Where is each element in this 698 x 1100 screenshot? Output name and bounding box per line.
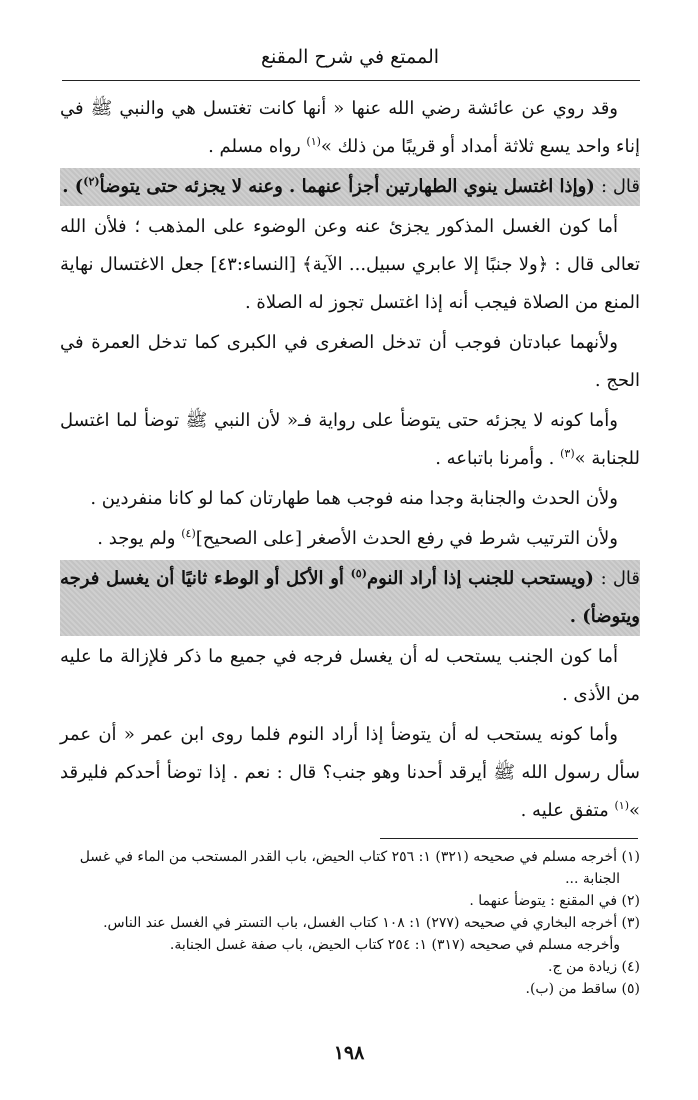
paragraph-hadath: ولأن الحدث والجنابة وجدا منه فوجب هما طهارتان كما لو كانا منفردين . xyxy=(90,488,618,509)
footnote-ref: (٤) xyxy=(181,527,196,540)
highlighted-matn-1: قال : (وإذا اغتسل ينوي الطهارتين أجزأ عنهما . وعنه لا يجزئه حتى يتوضأ$^{(٢)}$) . xyxy=(60,168,640,206)
paragraph-ibn-umar: وأما كونه يستحب له أن يتوضأ إذا أراد النوم فلما روى ابن عمر « أن عمر سأل رسول الله ﷺ أيرقد أحدنا وهو جنب؟ قال : نعم . إذا توضأ أحدكم فليرقد »$^{(١)}$ متفق عليه . xyxy=(60,724,640,821)
footnote-ref: (٢) xyxy=(83,175,100,188)
paragraph-tartib: ولأن الترتيب شرط في رفع الحدث الأصغر [على الصحيح]$^{(٤)}$ ولم يوجد . xyxy=(97,527,618,549)
footnote-5: (٥) ساقط من (ب). xyxy=(525,981,640,997)
footnote-ref: (١) xyxy=(614,799,629,812)
paragraph-two-worships: ولأنهما عبادتان فوجب أن تدخل الصغرى في الكبرى كما تدخل العمرة في الحج . xyxy=(60,332,640,391)
footnote-4: (٤) زيادة من ج. xyxy=(548,959,640,975)
footnote-ref: (٣) xyxy=(560,447,575,460)
footnote-2: (٢) في المقنع : يتوضأ عنهما . xyxy=(469,893,640,909)
highlighted-matn-2: قال : (ويستحب للجنب إذا أراد النوم$^{(٥)}$ أو الأكل أو الوطء ثانيًا أن يغسل فرجه ويتوضأ) . xyxy=(60,560,640,636)
footnote-3-cont: وأخرجه مسلم في صحيحه (٣١٧) ١: ٢٥٤ كتاب الحيض، باب صفة غسل الجنابة. xyxy=(169,937,620,953)
page-number: ١٩٨ xyxy=(333,1042,365,1064)
footnotes xyxy=(60,846,640,1000)
main-text xyxy=(60,90,640,832)
paragraph-riwaya: وأما كونه لا يجزئه حتى يتوضأ على رواية فـ« لأن النبي ﷺ توضأ لما اغتسل للجنابة »$^{(٣)}$ . وأمرنا باتباعه . xyxy=(60,410,640,469)
footnote-3: (٣) أخرجه البخاري في صحيحه (٢٧٧) ١: ١٠٨ كتاب الغسل، باب التستر في الغسل عند الناس. xyxy=(103,915,640,931)
footnote-ref: (٥) xyxy=(350,567,367,580)
paragraph-junub-wash: أما كون الجنب يستحب له أن يغسل فرجه في جميع ما ذكر فلإزالة ما عليه من الأذى . xyxy=(60,646,640,705)
footnote-1-cont: الجنابة ... xyxy=(565,871,620,887)
footnote-ref: (١) xyxy=(306,135,321,148)
paragraph-madhab: أما كون الغسل المذكور يجزئ عنه وعن الوضوء على المذهب ؛ فلأن الله تعالى قال : ﴿ولا جنبًا إلا عابري سبيل... الآية﴾ [النساء:٤٣] جعل الاغتسال نهاية المنع من الصلاة فيجب أنه إذا اغتسل تجوز له الصلاة . xyxy=(60,216,641,313)
paragraph-aisha-hadith: وقد روي عن عائشة رضي الله عنها « أنها كانت تغتسل هي والنبي ﷺ في إناء واحد يسع ثلاثة أمداد أو قريبًا من ذلك »$^{(١)}$ رواه مسلم . xyxy=(60,98,640,157)
running-header: الممتع في شرح المقنع xyxy=(260,46,440,68)
header-divider xyxy=(62,80,640,81)
footnote-1: (١) أخرجه مسلم في صحيحه (٣٢١) ١: ٢٥٦ كتاب الحيض، باب القدر المستحب من الماء في غسل xyxy=(79,849,640,865)
footnote-divider xyxy=(380,838,638,839)
